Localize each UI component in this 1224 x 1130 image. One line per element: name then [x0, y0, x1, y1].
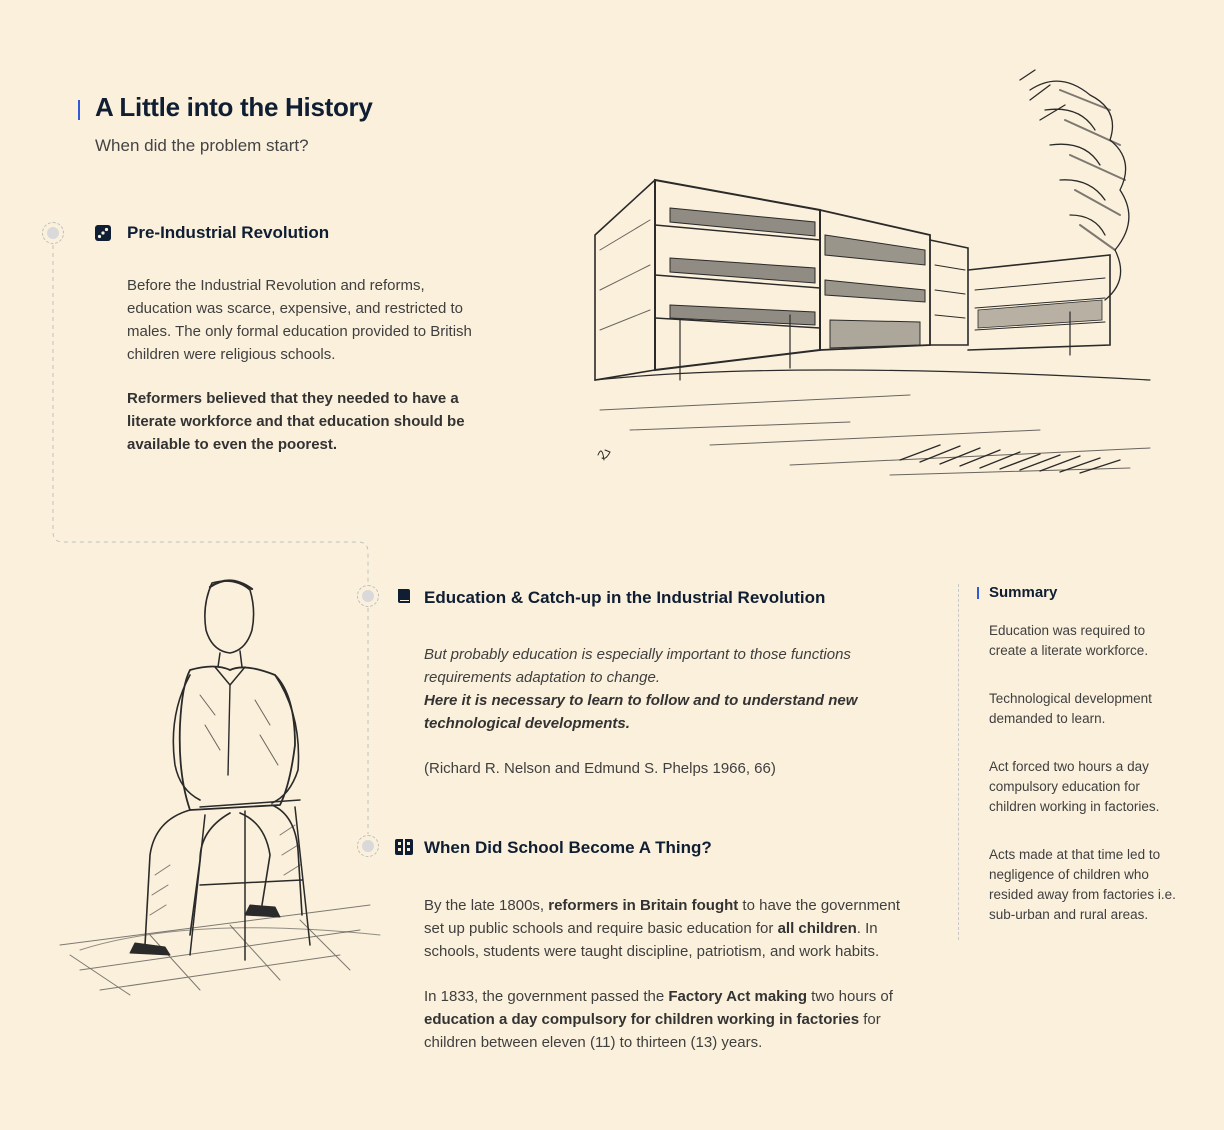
summary-title: Summary: [989, 584, 1058, 601]
page-title: A Little into the History: [95, 92, 373, 122]
section-title-pre-industrial: Pre-Industrial Revolution: [127, 223, 330, 242]
summary-item: Act forced two hours a day compulsory education for children working in factories.: [989, 759, 1160, 814]
page-subtitle: When did the problem start?: [95, 136, 309, 155]
text-span: In 1833, the government passed the: [424, 988, 669, 1005]
quote-bold-italic-text: Here it is necessary to learn to follow and to understand new technological developments.: [424, 692, 858, 732]
summary-divider: [958, 584, 959, 940]
school-paragraph-2: [424, 985, 924, 1054]
summary-item: Technological development demanded to learn.: [989, 691, 1152, 726]
timeline-node-3: [357, 835, 379, 857]
section-title-school-thing: When Did School Become A Thing?: [424, 838, 712, 857]
section-title-education-catchup: Education & Catch-up in the Industrial Revolution: [424, 588, 826, 607]
school-paragraph-1: [424, 894, 924, 963]
text-span: By the late 1800s,: [424, 897, 549, 914]
summary-item: Acts made at that time led to negligence of children who resided away from factories i.e. sub-urban and rural areas.: [989, 847, 1176, 922]
bold-span: all children: [777, 920, 857, 937]
summary-item: Education was required to create a literate workforce.: [989, 623, 1149, 658]
pre-industrial-paragraph: Before the Industrial Revolution and reforms, education was scarce, expensive, and restricted to males. The only formal education provided to British children were religious schools.: [127, 277, 472, 363]
text-span: . In schools, students were taught discipline, patriotism, and work habits.: [424, 920, 880, 960]
timeline-node-1: [42, 222, 64, 244]
book-icon: [396, 588, 412, 604]
seated-man-illustration: [40, 575, 390, 1015]
bold-span: reformers in Britain fought: [548, 897, 739, 914]
quote-paragraph: [424, 643, 924, 735]
school-building-illustration: [590, 50, 1155, 490]
text-span: to have the government set up public schools and require basic education for: [424, 897, 901, 937]
bold-span: education a day compulsory for children working in factories: [424, 1011, 860, 1028]
dice-icon: [95, 225, 111, 241]
quote-citation: (Richard R. Nelson and Edmund S. Phelps 1966, 66): [424, 760, 776, 777]
text-span: for children between eleven (11) to thirteen (13) years.: [424, 1011, 881, 1051]
summary-accent-bar: [977, 587, 979, 599]
text-span: two hours of: [807, 988, 893, 1005]
bold-span: Factory Act making: [668, 988, 807, 1005]
building-icon: [395, 837, 413, 855]
quote-italic-text: But probably education is especially important to those functions requirements adaptation to change.: [424, 646, 851, 686]
pre-industrial-bold-paragraph: Reformers believed that they needed to have a literate workforce and that education should be available to even the poorest.: [127, 390, 465, 453]
timeline-node-2: [357, 585, 379, 607]
